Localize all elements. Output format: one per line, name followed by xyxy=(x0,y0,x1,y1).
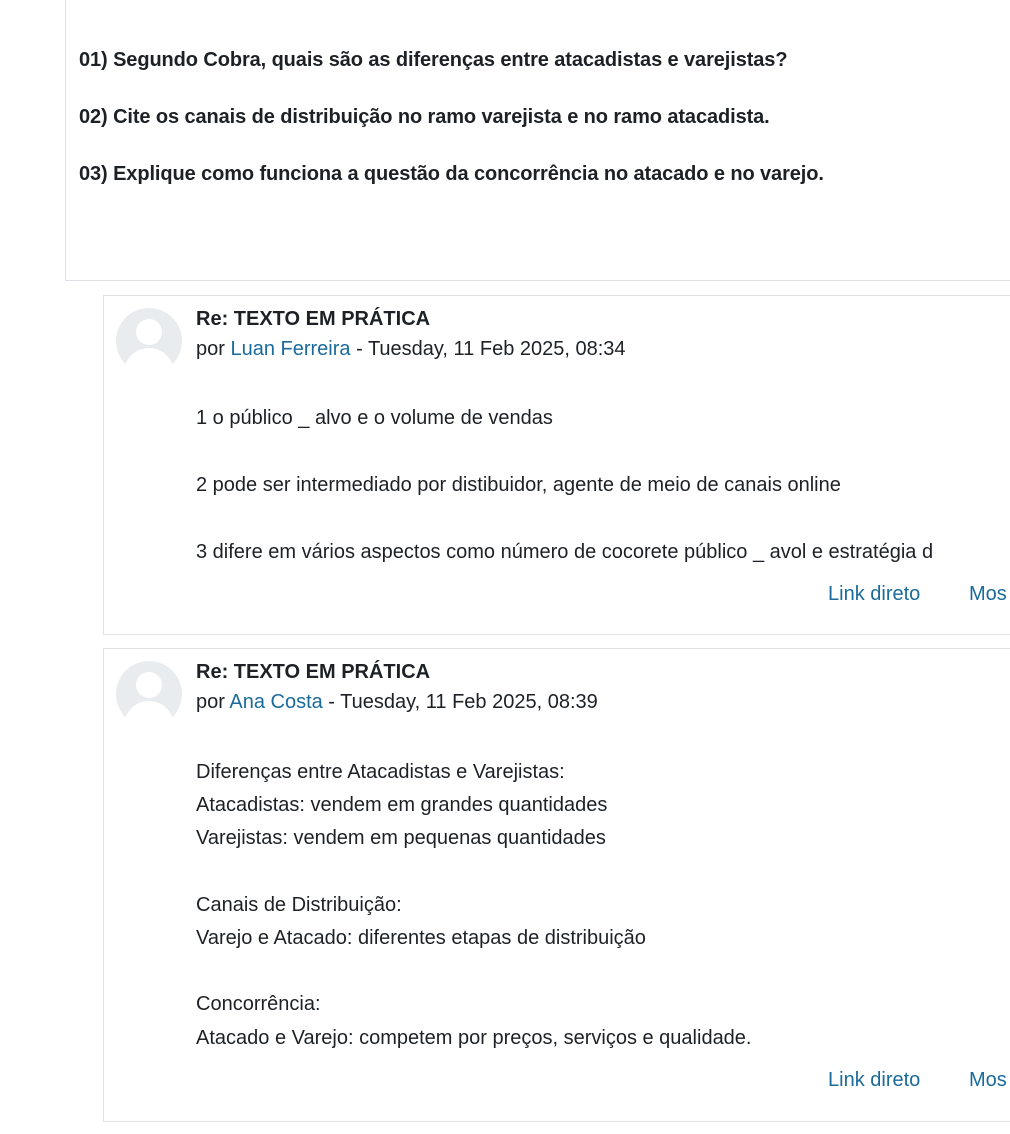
reply-post xyxy=(103,295,1010,635)
reply-post xyxy=(103,648,1010,1122)
reply-meta xyxy=(196,691,598,714)
post-date: - Tuesday, 11 Feb 2025, 08:34 xyxy=(350,338,626,360)
reply-title: Re: TEXTO EM PRÁTICA xyxy=(196,308,431,330)
author-link[interactable]: Luan Ferreira xyxy=(230,338,351,360)
reply-text-line: Concorrência: xyxy=(196,993,321,1015)
discussion-post xyxy=(65,0,1010,281)
reply-title: Re: TEXTO EM PRÁTICA xyxy=(196,661,431,683)
user-avatar-icon[interactable] xyxy=(116,308,182,374)
question-2: 02) Cite os canais de distribuição no ramo varejista e no ramo atacadista. xyxy=(79,106,770,128)
permalink-link[interactable]: Link direto xyxy=(828,1069,921,1091)
reply-text-line: Atacado e Varejo: competem por preços, serviços e qualidade. xyxy=(196,1027,752,1049)
question-1: 01) Segundo Cobra, quais são as diferenças entre atacadistas e varejistas? xyxy=(79,49,788,71)
author-link[interactable]: Ana Costa xyxy=(229,691,323,713)
show-parent-link[interactable]: Mos xyxy=(969,1069,1007,1091)
reply-text-line: Diferenças entre Atacadistas e Varejistas: xyxy=(196,761,565,783)
question-3: 03) Explique como funciona a questão da concorrência no atacado e no varejo. xyxy=(79,163,824,185)
reply-text-line: Varejistas: vendem em pequenas quantidades xyxy=(196,827,606,849)
reply-text-line: 2 pode ser intermediado por distibuidor, agente de meio de canais online xyxy=(196,474,841,496)
by-prefix: por xyxy=(196,691,230,713)
reply-meta xyxy=(196,338,626,361)
reply-text-line: Atacadistas: vendem em grandes quantidades xyxy=(196,794,608,816)
permalink-link[interactable]: Link direto xyxy=(828,583,921,605)
reply-text-line: Varejo e Atacado: diferentes etapas de distribuição xyxy=(196,927,646,949)
post-date: - Tuesday, 11 Feb 2025, 08:39 xyxy=(322,691,598,713)
user-avatar-icon[interactable] xyxy=(116,661,182,727)
reply-text-line: Canais de Distribuição: xyxy=(196,894,402,916)
reply-text-line: 1 o público _ alvo e o volume de vendas xyxy=(196,407,553,429)
by-prefix: por xyxy=(196,338,231,360)
reply-text-line: 3 difere em vários aspectos como número de cocorete público _ avol e estratégia d xyxy=(196,541,934,563)
show-parent-link[interactable]: Mos xyxy=(969,583,1007,605)
